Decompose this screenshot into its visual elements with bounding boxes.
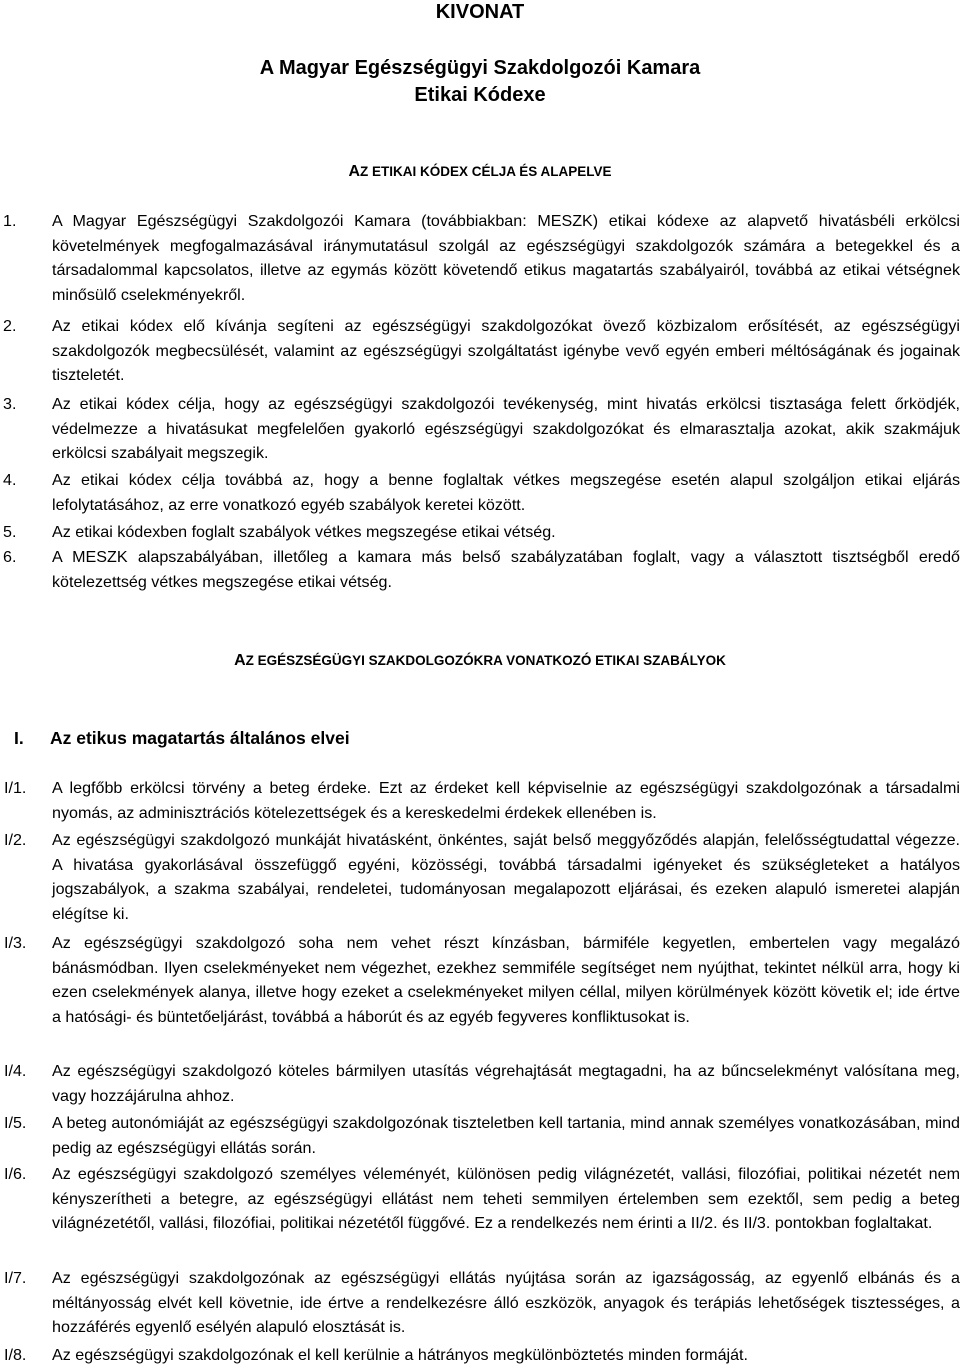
- list-item: [0, 931, 960, 1029]
- item-number: I/2.: [4, 831, 27, 849]
- item-text: A MESZK alapszabályában, illetőleg a kamara más belső szabályzatában foglalt, vagy a választott tisztségből eredő kötelezettség vétkes megszegése etikai vétség.: [52, 548, 960, 591]
- list-item: [0, 1059, 960, 1108]
- item-text: A legfőbb erkölcsi törvény a beteg érdeke. Ezt az érdeket kell képviselnie az egészségügyi szakdolgozónak a társadalmi nyomás, az adminisztrációs kötelezettségek és a kereskedelmi érdekek ellenében is.: [52, 779, 960, 822]
- item-number: I/3.: [4, 934, 27, 952]
- item-number: I/5.: [4, 1114, 27, 1132]
- item-number: 4.: [3, 471, 17, 489]
- item-number: I/4.: [4, 1062, 27, 1080]
- chapter-heading: [14, 727, 350, 749]
- list-item: [0, 1343, 960, 1368]
- item-number: 5.: [3, 523, 17, 541]
- document-header: KIVONAT: [435, 1, 525, 23]
- item-number: I/1.: [4, 779, 27, 797]
- item-text: Az etikai kódex elő kívánja segíteni az egészségügyi szakdolgozókat övező közbizalom erősítését, az egészségügyi szakdolgozók megbecsülését, valamint az egészségügyi szolgáltatást igénybe vevő egyén emberi méltóságának és jogainak tiszteletét.: [52, 317, 960, 384]
- chapter-title: Az etikus magatartás általános elvei: [50, 728, 350, 748]
- list-item: [0, 1111, 960, 1160]
- item-number: 2.: [3, 317, 17, 335]
- section-heading-initial: A: [348, 163, 361, 180]
- list-item: [0, 1266, 960, 1340]
- document-title-line1: A Magyar Egészségügyi Szakdolgozói Kamara: [259, 57, 701, 79]
- list-item: [0, 1162, 960, 1236]
- section-heading-text: Z EGÉSZSÉGÜGYI SZAKDOLGOZÓKRA VONATKOZÓ ETIKAI SZABÁLYOK: [245, 653, 726, 668]
- section-heading-initial: A: [234, 652, 246, 669]
- item-text: A Magyar Egészségügyi Szakdolgozói Kamara (továbbiakban: MESZK) etikai kódexe az alapvető hivatásbéli erkölcsi követelmények megfogalmazásával iránymutatásul szolgál az egészségügyi szakdolgozók számára a betegekkel és a társadalommal kapcsolatos, illetve az egymás között követendő etikus magatartás szabályairól, továbbá az etikai vétségnek minősülő cselekményekről.: [52, 212, 960, 304]
- list-item: [0, 776, 960, 825]
- section-heading-rules: [0, 652, 960, 670]
- chapter-number: I.: [14, 728, 24, 748]
- item-text: Az etikai kódex célja, hogy az egészségügyi szakdolgozói tevékenység, mint hivatás erkölcsi tisztasága felett őrködjék, védelmezze a hivatásukat megfelelően gyakorló egészségügyi szakdolgozókat és elmarasztalja azokat, akik szakmájuk erkölcsi szabályait megszegik.: [52, 395, 960, 462]
- item-number: I/6.: [4, 1165, 27, 1183]
- item-text: Az egészségügyi szakdolgozó soha nem vehet részt kínzásban, bármiféle kegyetlen, embertelen vagy megalázó bánásmódban. Ilyen cselekményeket nem végezhet, ezekhez semmiféle segítséget nem nyújthat, tekintet nélkül arra, hogy ki ezen cselekmények alanya, illetve hogy ezeket a cselekményeket milyen céllal, milyen körülmények között követik el; ide értve a hatósági- és büntetőeljárást, továbbá a háborút és az egyéb fegyveres konfliktusokat is.: [52, 934, 960, 1026]
- item-number: 6.: [3, 548, 17, 566]
- item-text: Az egészségügyi szakdolgozó személyes véleményét, különösen pedig világnézetét, vallási, filozófiai, politikai nézetét nem kényszerítheti a betegre, az egészségügyi ellátást nem teheti semmilyen értelemben sem ezektől, sem pedig a beteg világnézetétől, vallási, filozófiai, politikai nézetétől függővé. Ez a rendelkezés nem érinti a II/2. és II/3. pontokban foglaltakat.: [52, 1165, 960, 1232]
- item-text: Az etikai kódex célja továbbá az, hogy a benne foglaltak vétkes megszegése esetén alapul szolgáljon etikai eljárás lefolytatásához, az erre vonatkozó egyéb szabályok keretei között.: [52, 471, 960, 514]
- list-item: [0, 209, 960, 307]
- item-text: Az etikai kódexben foglalt szabályok vétkes megszegése etikai vétség.: [52, 523, 556, 541]
- list-item: [0, 520, 960, 545]
- item-number: I/7.: [4, 1269, 27, 1287]
- item-text: Az egészségügyi szakdolgozó köteles bármilyen utasítás végrehajtását megtagadni, ha az bűncselekményt valósítana meg, vagy hozzájárulna ahhoz.: [52, 1062, 960, 1105]
- item-number: 3.: [3, 395, 17, 413]
- section-heading-purpose: [0, 163, 960, 181]
- document-title-line2: Etikai Kódexe: [414, 84, 546, 106]
- section-heading-text: Z ETIKAI KÓDEX CÉLJA ÉS ALAPELVE: [360, 164, 612, 179]
- item-number: 1.: [3, 212, 17, 230]
- list-item: [0, 828, 960, 926]
- item-text: A beteg autonómiáját az egészségügyi szakdolgozónak tiszteletben kell tartania, mind annak személyes vonatkozásában, mind pedig az egészségügyi ellátás során.: [52, 1114, 960, 1157]
- item-text: Az egészségügyi szakdolgozónak az egészségügyi ellátás nyújtása során az igazságosság, az egyenlő elbánás és a méltányosság elvét kell követnie, ide értve a rendelkezésre álló eszközök, anyagok és terápiás lehetőségek tisztességes, a hozzáférés egyenlő esélyén alapuló elosztását is.: [52, 1269, 960, 1336]
- list-item: [0, 392, 960, 466]
- item-text: Az egészségügyi szakdolgozó munkáját hivatásként, önkéntes, saját belső meggyőződés alapján, felelősségtudattal végezze. A hivatása gyakorlásával összefüggő egyéni, közösségi, továbbá társadalmi igényeket és szükségleteket a hatályos jogszabályok, a szakma szabályai, rendeletei, tudományosan megalapozott eljárásai, és ezeken alapuló ismeretei alapján elégítse ki.: [52, 831, 960, 923]
- list-item: [0, 314, 960, 388]
- item-text: Az egészségügyi szakdolgozónak el kell kerülnie a hátrányos megkülönböztetés minden formáját.: [52, 1346, 748, 1364]
- item-number: I/8.: [4, 1346, 27, 1364]
- list-item: [0, 545, 960, 594]
- list-item: [0, 468, 960, 517]
